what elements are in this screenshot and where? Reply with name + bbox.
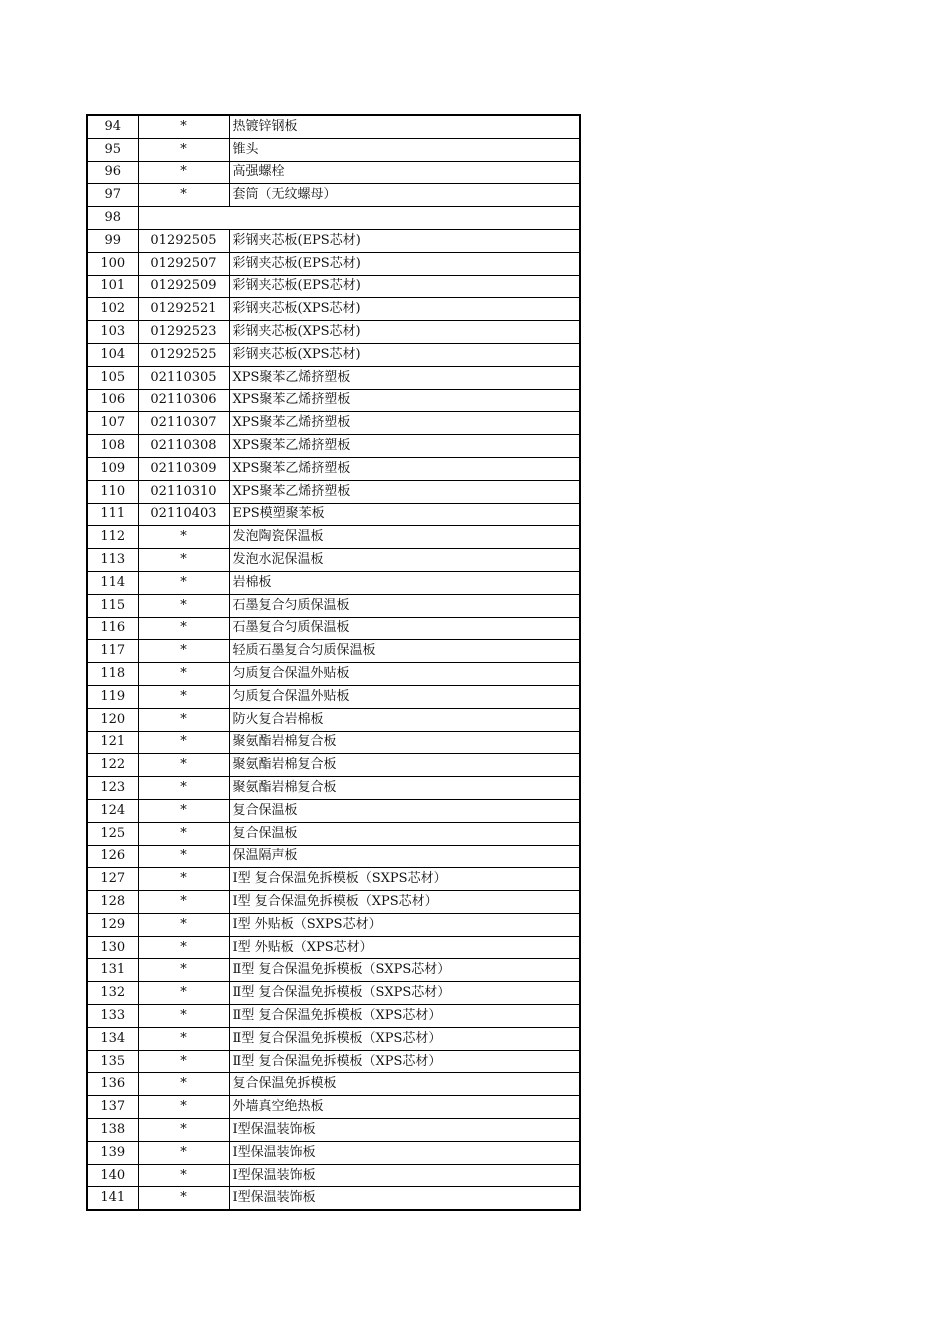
material-code-cell: 01292507 bbox=[138, 252, 229, 275]
material-name-cell: 套筒（无纹螺母） bbox=[229, 184, 580, 207]
table-row bbox=[87, 184, 580, 207]
material-code-cell: 02110308 bbox=[138, 435, 229, 458]
material-code-cell: * bbox=[138, 731, 229, 754]
material-name-cell: Ⅱ型 复合保温免拆模板（XPS芯材） bbox=[229, 1027, 580, 1050]
table-row bbox=[87, 663, 580, 686]
row-number-cell: 114 bbox=[87, 571, 138, 594]
material-name-cell: Ⅱ型 复合保温免拆模板（SXPS芯材） bbox=[229, 982, 580, 1005]
material-code-cell: 02110403 bbox=[138, 503, 229, 526]
material-code-cell: 01292521 bbox=[138, 298, 229, 321]
row-number-cell: 104 bbox=[87, 343, 138, 366]
empty-merged-cell bbox=[138, 207, 580, 230]
material-code-cell: * bbox=[138, 161, 229, 184]
row-number-cell: 98 bbox=[87, 207, 138, 230]
row-number-cell: 137 bbox=[87, 1096, 138, 1119]
row-number-cell: 94 bbox=[87, 115, 138, 138]
row-number-cell: 96 bbox=[87, 161, 138, 184]
row-number-cell: 103 bbox=[87, 321, 138, 344]
material-name-cell: EPS模塑聚苯板 bbox=[229, 503, 580, 526]
row-number-cell: 110 bbox=[87, 480, 138, 503]
material-code-cell: 02110309 bbox=[138, 457, 229, 480]
row-number-cell: 105 bbox=[87, 366, 138, 389]
row-number-cell: 141 bbox=[87, 1187, 138, 1210]
table-row bbox=[87, 1096, 580, 1119]
table-row bbox=[87, 1073, 580, 1096]
material-name-cell: XPS聚苯乙烯挤塑板 bbox=[229, 480, 580, 503]
table-row bbox=[87, 275, 580, 298]
table-row bbox=[87, 229, 580, 252]
material-name-cell: 彩钢夹芯板(EPS芯材) bbox=[229, 275, 580, 298]
material-name-cell: 匀质复合保温外贴板 bbox=[229, 663, 580, 686]
material-code-cell: * bbox=[138, 685, 229, 708]
material-code-cell: * bbox=[138, 936, 229, 959]
table-row bbox=[87, 708, 580, 731]
material-code-cell: * bbox=[138, 594, 229, 617]
table-row bbox=[87, 1164, 580, 1187]
row-number-cell: 119 bbox=[87, 685, 138, 708]
row-number-cell: 140 bbox=[87, 1164, 138, 1187]
table-row bbox=[87, 1027, 580, 1050]
row-number-cell: 131 bbox=[87, 959, 138, 982]
table-row bbox=[87, 1187, 580, 1210]
table-row bbox=[87, 321, 580, 344]
material-name-cell: 复合保温板 bbox=[229, 822, 580, 845]
material-code-cell: * bbox=[138, 1050, 229, 1073]
material-code-cell: * bbox=[138, 959, 229, 982]
material-code-cell: * bbox=[138, 845, 229, 868]
material-name-cell: 外墙真空绝热板 bbox=[229, 1096, 580, 1119]
table-row bbox=[87, 982, 580, 1005]
material-code-cell: * bbox=[138, 640, 229, 663]
material-code-cell: * bbox=[138, 913, 229, 936]
row-number-cell: 97 bbox=[87, 184, 138, 207]
material-name-cell: 岩棉板 bbox=[229, 571, 580, 594]
row-number-cell: 136 bbox=[87, 1073, 138, 1096]
material-name-cell: 聚氨酯岩棉复合板 bbox=[229, 754, 580, 777]
material-name-cell: Ⅱ型 复合保温免拆模板（XPS芯材） bbox=[229, 1050, 580, 1073]
table-row bbox=[87, 777, 580, 800]
material-name-cell: Ⅱ型 复合保温免拆模板（XPS芯材） bbox=[229, 1005, 580, 1028]
row-number-cell: 128 bbox=[87, 891, 138, 914]
row-number-cell: 135 bbox=[87, 1050, 138, 1073]
table-row bbox=[87, 571, 580, 594]
table-row bbox=[87, 754, 580, 777]
material-name-cell: XPS聚苯乙烯挤塑板 bbox=[229, 457, 580, 480]
material-name-cell: Ⅰ型 复合保温免拆模板（XPS芯材） bbox=[229, 891, 580, 914]
material-table bbox=[86, 114, 581, 1211]
row-number-cell: 101 bbox=[87, 275, 138, 298]
material-code-cell: * bbox=[138, 115, 229, 138]
table-row bbox=[87, 435, 580, 458]
material-name-cell: 彩钢夹芯板(XPS芯材) bbox=[229, 343, 580, 366]
row-number-cell: 102 bbox=[87, 298, 138, 321]
row-number-cell: 112 bbox=[87, 526, 138, 549]
material-code-cell: * bbox=[138, 708, 229, 731]
table-row bbox=[87, 685, 580, 708]
table-row bbox=[87, 480, 580, 503]
material-name-cell: 石墨复合匀质保温板 bbox=[229, 617, 580, 640]
material-name-cell: I型保温装饰板 bbox=[229, 1187, 580, 1210]
table-row bbox=[87, 868, 580, 891]
row-number-cell: 95 bbox=[87, 138, 138, 161]
table-row bbox=[87, 1141, 580, 1164]
material-name-cell: Ⅰ型 外贴板（SXPS芯材） bbox=[229, 913, 580, 936]
table-row bbox=[87, 252, 580, 275]
material-name-cell: XPS聚苯乙烯挤塑板 bbox=[229, 366, 580, 389]
row-number-cell: 106 bbox=[87, 389, 138, 412]
material-code-cell: * bbox=[138, 891, 229, 914]
material-code-cell: * bbox=[138, 663, 229, 686]
table-row bbox=[87, 366, 580, 389]
row-number-cell: 129 bbox=[87, 913, 138, 936]
material-code-cell: * bbox=[138, 1073, 229, 1096]
material-name-cell: XPS聚苯乙烯挤塑板 bbox=[229, 435, 580, 458]
material-code-cell: * bbox=[138, 549, 229, 572]
material-name-cell: 发泡水泥保温板 bbox=[229, 549, 580, 572]
material-code-cell: * bbox=[138, 526, 229, 549]
table-row bbox=[87, 822, 580, 845]
table-row bbox=[87, 640, 580, 663]
material-name-cell: 彩钢夹芯板(EPS芯材) bbox=[229, 229, 580, 252]
table-row bbox=[87, 936, 580, 959]
row-number-cell: 130 bbox=[87, 936, 138, 959]
row-number-cell: 118 bbox=[87, 663, 138, 686]
material-code-cell: 02110305 bbox=[138, 366, 229, 389]
row-number-cell: 123 bbox=[87, 777, 138, 800]
table-row bbox=[87, 389, 580, 412]
table-row bbox=[87, 1050, 580, 1073]
row-number-cell: 120 bbox=[87, 708, 138, 731]
row-number-cell: 107 bbox=[87, 412, 138, 435]
material-name-cell: Ⅰ型 外贴板（XPS芯材） bbox=[229, 936, 580, 959]
material-code-cell: * bbox=[138, 777, 229, 800]
material-name-cell: XPS聚苯乙烯挤塑板 bbox=[229, 412, 580, 435]
row-number-cell: 109 bbox=[87, 457, 138, 480]
row-number-cell: 115 bbox=[87, 594, 138, 617]
material-code-cell: * bbox=[138, 571, 229, 594]
material-code-cell: * bbox=[138, 617, 229, 640]
row-number-cell: 133 bbox=[87, 1005, 138, 1028]
material-name-cell: 轻质石墨复合匀质保温板 bbox=[229, 640, 580, 663]
material-name-cell: 发泡陶瓷保温板 bbox=[229, 526, 580, 549]
material-table-body bbox=[87, 115, 580, 1210]
material-code-cell: * bbox=[138, 1164, 229, 1187]
row-number-cell: 126 bbox=[87, 845, 138, 868]
material-name-cell: XPS聚苯乙烯挤塑板 bbox=[229, 389, 580, 412]
table-row bbox=[87, 617, 580, 640]
row-number-cell: 124 bbox=[87, 799, 138, 822]
material-name-cell: 聚氨酯岩棉复合板 bbox=[229, 777, 580, 800]
row-number-cell: 99 bbox=[87, 229, 138, 252]
table-row bbox=[87, 913, 580, 936]
material-name-cell: 石墨复合匀质保温板 bbox=[229, 594, 580, 617]
material-name-cell: 复合保温板 bbox=[229, 799, 580, 822]
row-number-cell: 108 bbox=[87, 435, 138, 458]
material-code-cell: 02110310 bbox=[138, 480, 229, 503]
material-name-cell: Ⅱ型 复合保温免拆模板（SXPS芯材） bbox=[229, 959, 580, 982]
material-code-cell: * bbox=[138, 868, 229, 891]
table-row bbox=[87, 207, 580, 230]
row-number-cell: 138 bbox=[87, 1119, 138, 1142]
material-name-cell: 匀质复合保温外贴板 bbox=[229, 685, 580, 708]
material-name-cell: 聚氨酯岩棉复合板 bbox=[229, 731, 580, 754]
material-name-cell: 彩钢夹芯板(EPS芯材) bbox=[229, 252, 580, 275]
material-name-cell: 热镀锌钢板 bbox=[229, 115, 580, 138]
material-code-cell: 01292505 bbox=[138, 229, 229, 252]
material-code-cell: * bbox=[138, 1027, 229, 1050]
table-row bbox=[87, 526, 580, 549]
table-row bbox=[87, 1005, 580, 1028]
row-number-cell: 111 bbox=[87, 503, 138, 526]
material-name-cell: 高强螺栓 bbox=[229, 161, 580, 184]
material-code-cell: * bbox=[138, 982, 229, 1005]
material-code-cell: * bbox=[138, 1119, 229, 1142]
material-code-cell: * bbox=[138, 754, 229, 777]
material-code-cell: * bbox=[138, 184, 229, 207]
material-name-cell: I型保温装饰板 bbox=[229, 1164, 580, 1187]
row-number-cell: 117 bbox=[87, 640, 138, 663]
material-code-cell: * bbox=[138, 1187, 229, 1210]
table-row bbox=[87, 457, 580, 480]
material-name-cell: 保温隔声板 bbox=[229, 845, 580, 868]
row-number-cell: 125 bbox=[87, 822, 138, 845]
row-number-cell: 132 bbox=[87, 982, 138, 1005]
table-row bbox=[87, 138, 580, 161]
material-name-cell: Ⅰ型 复合保温免拆模板（SXPS芯材） bbox=[229, 868, 580, 891]
material-code-cell: 01292523 bbox=[138, 321, 229, 344]
material-code-cell: * bbox=[138, 822, 229, 845]
table-row bbox=[87, 161, 580, 184]
table-row bbox=[87, 115, 580, 138]
table-row bbox=[87, 594, 580, 617]
material-code-cell: 01292525 bbox=[138, 343, 229, 366]
material-name-cell: 复合保温免拆模板 bbox=[229, 1073, 580, 1096]
table-row bbox=[87, 731, 580, 754]
table-row bbox=[87, 1119, 580, 1142]
table-row bbox=[87, 891, 580, 914]
material-name-cell: 彩钢夹芯板(XPS芯材) bbox=[229, 321, 580, 344]
material-code-cell: * bbox=[138, 138, 229, 161]
table-row bbox=[87, 845, 580, 868]
table-row bbox=[87, 412, 580, 435]
material-code-cell: 02110307 bbox=[138, 412, 229, 435]
material-code-cell: * bbox=[138, 799, 229, 822]
material-code-cell: * bbox=[138, 1141, 229, 1164]
row-number-cell: 122 bbox=[87, 754, 138, 777]
row-number-cell: 113 bbox=[87, 549, 138, 572]
row-number-cell: 134 bbox=[87, 1027, 138, 1050]
material-name-cell: 防火复合岩棉板 bbox=[229, 708, 580, 731]
table-row bbox=[87, 549, 580, 572]
row-number-cell: 100 bbox=[87, 252, 138, 275]
material-name-cell: I型保温装饰板 bbox=[229, 1119, 580, 1142]
table-row bbox=[87, 503, 580, 526]
row-number-cell: 139 bbox=[87, 1141, 138, 1164]
row-number-cell: 121 bbox=[87, 731, 138, 754]
row-number-cell: 127 bbox=[87, 868, 138, 891]
table-row bbox=[87, 343, 580, 366]
table-row bbox=[87, 959, 580, 982]
material-name-cell: 彩钢夹芯板(XPS芯材) bbox=[229, 298, 580, 321]
table-row bbox=[87, 799, 580, 822]
material-code-cell: * bbox=[138, 1005, 229, 1028]
material-code-cell: 01292509 bbox=[138, 275, 229, 298]
material-code-cell: 02110306 bbox=[138, 389, 229, 412]
material-code-cell: * bbox=[138, 1096, 229, 1119]
row-number-cell: 116 bbox=[87, 617, 138, 640]
material-name-cell: 锥头 bbox=[229, 138, 580, 161]
table-row bbox=[87, 298, 580, 321]
material-name-cell: I型保温装饰板 bbox=[229, 1141, 580, 1164]
